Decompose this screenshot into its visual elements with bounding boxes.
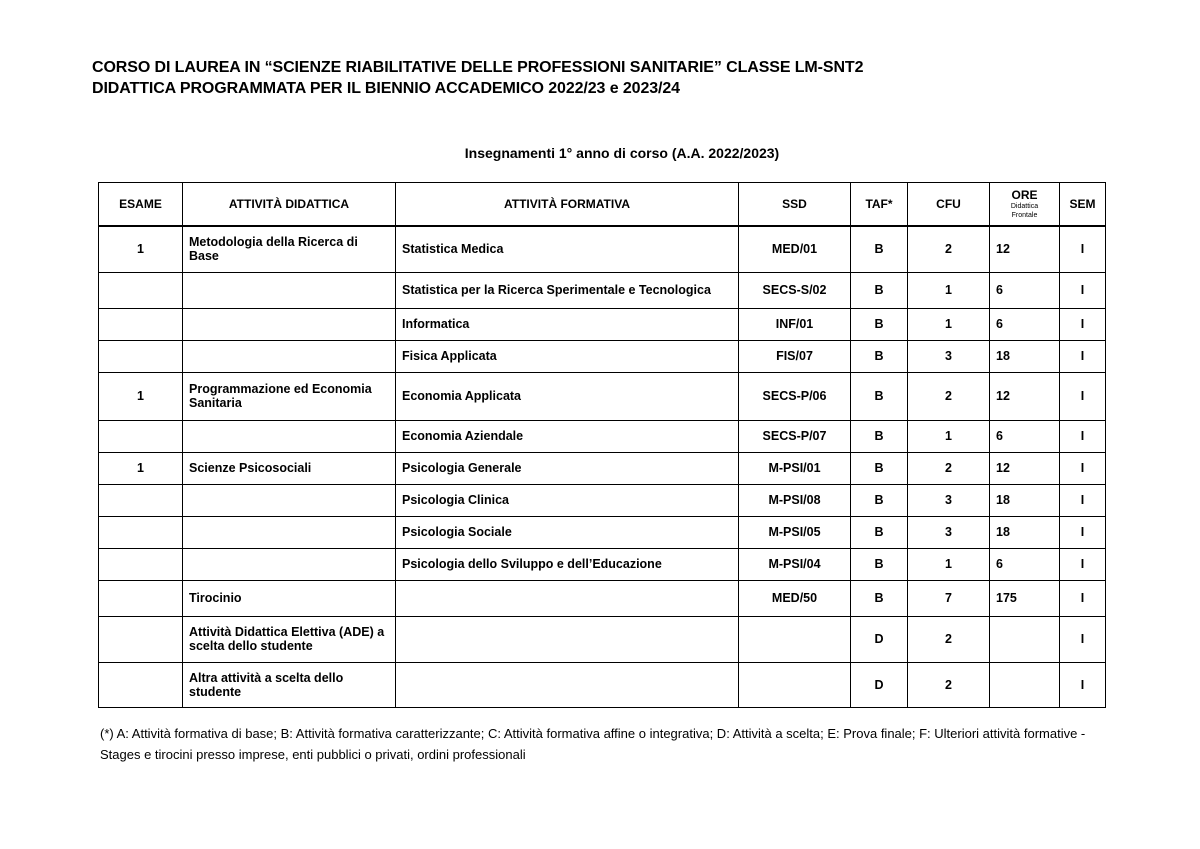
table-row xyxy=(99,226,1106,272)
cell-attivita-formativa xyxy=(396,616,739,662)
table-row xyxy=(99,372,1106,420)
table-row xyxy=(99,420,1106,452)
cell-sem: I xyxy=(1060,580,1106,616)
cell-attivita-didattica xyxy=(183,420,396,452)
cell-esame: 1 xyxy=(99,226,183,272)
cell-attivita-formativa: Psicologia Clinica xyxy=(396,484,739,516)
cell-sem: I xyxy=(1060,616,1106,662)
cell-attivita-formativa: Psicologia Generale xyxy=(396,452,739,484)
cell-cfu: 2 xyxy=(908,662,990,707)
heading-line-1: CORSO DI LAUREA IN “SCIENZE RIABILITATIVE DELLE PROFESSIONI SANITARIE” CLASSE LM-SNT2 xyxy=(92,59,864,76)
cell-cfu: 2 xyxy=(908,372,990,420)
curriculum-table xyxy=(98,182,1106,708)
cell-cfu: 3 xyxy=(908,516,990,548)
cell-cfu: 3 xyxy=(908,340,990,372)
cell-sem: I xyxy=(1060,308,1106,340)
cell-taf: D xyxy=(851,616,908,662)
header-ore-sub2: Frontale xyxy=(1011,211,1038,219)
header-attivita-formativa: ATTIVITÀ FORMATIVA xyxy=(396,183,739,227)
cell-taf: D xyxy=(851,662,908,707)
table-row xyxy=(99,662,1106,707)
cell-attivita-formativa: Psicologia Sociale xyxy=(396,516,739,548)
cell-esame: 1 xyxy=(99,372,183,420)
cell-cfu: 1 xyxy=(908,420,990,452)
header-ore xyxy=(990,183,1060,227)
cell-taf: B xyxy=(851,516,908,548)
table-header-row xyxy=(99,183,1106,227)
header-taf: TAF* xyxy=(851,183,908,227)
cell-ore: 18 xyxy=(990,484,1060,516)
cell-esame xyxy=(99,308,183,340)
header-cfu: CFU xyxy=(908,183,990,227)
cell-sem: I xyxy=(1060,548,1106,580)
cell-taf: B xyxy=(851,226,908,272)
cell-ssd: SECS-S/02 xyxy=(739,272,851,308)
cell-sem: I xyxy=(1060,272,1106,308)
cell-attivita-didattica: Altra attività a scelta dello studente xyxy=(183,662,396,707)
cell-ore xyxy=(990,616,1060,662)
cell-attivita-didattica xyxy=(183,308,396,340)
cell-ore: 6 xyxy=(990,548,1060,580)
cell-attivita-formativa: Economia Aziendale xyxy=(396,420,739,452)
cell-ssd: M-PSI/01 xyxy=(739,452,851,484)
cell-ore xyxy=(990,662,1060,707)
cell-ore: 18 xyxy=(990,516,1060,548)
cell-ssd xyxy=(739,616,851,662)
cell-esame: 1 xyxy=(99,452,183,484)
table-row xyxy=(99,272,1106,308)
cell-attivita-didattica: Programmazione ed Economia Sanitaria xyxy=(183,372,396,420)
header-ore-sub1: Didattica xyxy=(1010,202,1039,210)
cell-taf: B xyxy=(851,580,908,616)
cell-ore: 175 xyxy=(990,580,1060,616)
cell-attivita-formativa: Economia Applicata xyxy=(396,372,739,420)
table-row xyxy=(99,580,1106,616)
cell-esame xyxy=(99,548,183,580)
cell-attivita-didattica: Attività Didattica Elettiva (ADE) a scelta dello studente xyxy=(183,616,396,662)
cell-sem: I xyxy=(1060,226,1106,272)
table-row xyxy=(99,484,1106,516)
cell-attivita-formativa xyxy=(396,662,739,707)
cell-ore: 6 xyxy=(990,308,1060,340)
cell-attivita-didattica: Metodologia della Ricerca di Base xyxy=(183,226,396,272)
cell-attivita-formativa: Informatica xyxy=(396,308,739,340)
page-heading xyxy=(92,57,1132,99)
cell-sem: I xyxy=(1060,484,1106,516)
cell-ore: 6 xyxy=(990,272,1060,308)
header-attivita-didattica: ATTIVITÀ DIDATTICA xyxy=(183,183,396,227)
cell-sem: I xyxy=(1060,420,1106,452)
cell-attivita-formativa: Psicologia dello Sviluppo e dell’Educazione xyxy=(396,548,739,580)
cell-ore: 12 xyxy=(990,452,1060,484)
cell-ssd: M-PSI/04 xyxy=(739,548,851,580)
cell-sem: I xyxy=(1060,372,1106,420)
cell-sem: I xyxy=(1060,662,1106,707)
cell-esame xyxy=(99,580,183,616)
cell-attivita-didattica xyxy=(183,484,396,516)
cell-attivita-didattica: Scienze Psicosociali xyxy=(183,452,396,484)
cell-cfu: 2 xyxy=(908,452,990,484)
header-ssd: SSD xyxy=(739,183,851,227)
cell-attivita-didattica xyxy=(183,340,396,372)
cell-ore: 6 xyxy=(990,420,1060,452)
cell-sem: I xyxy=(1060,516,1106,548)
cell-taf: B xyxy=(851,452,908,484)
cell-taf: B xyxy=(851,372,908,420)
cell-cfu: 2 xyxy=(908,226,990,272)
cell-attivita-didattica xyxy=(183,548,396,580)
cell-ssd: MED/50 xyxy=(739,580,851,616)
cell-esame xyxy=(99,484,183,516)
cell-taf: B xyxy=(851,484,908,516)
cell-cfu: 1 xyxy=(908,272,990,308)
cell-attivita-formativa xyxy=(396,580,739,616)
cell-attivita-didattica xyxy=(183,516,396,548)
cell-ore: 12 xyxy=(990,226,1060,272)
table-caption: Insegnamenti 1° anno di corso (A.A. 2022/2023) xyxy=(464,145,780,161)
cell-esame xyxy=(99,662,183,707)
cell-ore: 18 xyxy=(990,340,1060,372)
cell-ore: 12 xyxy=(990,372,1060,420)
cell-esame xyxy=(99,272,183,308)
cell-taf: B xyxy=(851,308,908,340)
cell-cfu: 1 xyxy=(908,308,990,340)
cell-taf: B xyxy=(851,340,908,372)
cell-ssd: SECS-P/07 xyxy=(739,420,851,452)
header-ore-label: ORE xyxy=(1011,187,1038,202)
cell-sem: I xyxy=(1060,452,1106,484)
cell-cfu: 7 xyxy=(908,580,990,616)
table-row xyxy=(99,516,1106,548)
cell-cfu: 3 xyxy=(908,484,990,516)
table-row xyxy=(99,548,1106,580)
header-esame: ESAME xyxy=(99,183,183,227)
heading-line-2: DIDATTICA PROGRAMMATA PER IL BIENNIO ACCADEMICO 2022/23 e 2023/24 xyxy=(92,80,680,97)
table-row xyxy=(99,340,1106,372)
cell-ssd: M-PSI/08 xyxy=(739,484,851,516)
cell-attivita-didattica: Tirocinio xyxy=(183,580,396,616)
cell-attivita-didattica xyxy=(183,272,396,308)
footnote-legend: (*) A: Attività formativa di base; B: Attività formativa caratterizzante; C: Attività formativa affine o integrativa; D: Attività a scelta; E: Prova finale; F: Ulteriori attività formative - Stages e tirocini presso imprese, enti pubblici o privati, ordini professionali xyxy=(100,726,1086,762)
header-sem: SEM xyxy=(1060,183,1106,227)
cell-taf: B xyxy=(851,272,908,308)
cell-esame xyxy=(99,420,183,452)
cell-ssd: FIS/07 xyxy=(739,340,851,372)
cell-taf: B xyxy=(851,548,908,580)
cell-attivita-formativa: Statistica Medica xyxy=(396,226,739,272)
cell-ssd: MED/01 xyxy=(739,226,851,272)
cell-cfu: 2 xyxy=(908,616,990,662)
table-row xyxy=(99,308,1106,340)
cell-esame xyxy=(99,616,183,662)
table-row xyxy=(99,452,1106,484)
cell-taf: B xyxy=(851,420,908,452)
cell-esame xyxy=(99,340,183,372)
cell-attivita-formativa: Fisica Applicata xyxy=(396,340,739,372)
cell-esame xyxy=(99,516,183,548)
cell-cfu: 1 xyxy=(908,548,990,580)
cell-ssd: INF/01 xyxy=(739,308,851,340)
cell-ssd: SECS-P/06 xyxy=(739,372,851,420)
cell-ssd: M-PSI/05 xyxy=(739,516,851,548)
table-row xyxy=(99,616,1106,662)
cell-attivita-formativa: Statistica per la Ricerca Sperimentale e Tecnologica xyxy=(396,272,739,308)
cell-ssd xyxy=(739,662,851,707)
cell-sem: I xyxy=(1060,340,1106,372)
